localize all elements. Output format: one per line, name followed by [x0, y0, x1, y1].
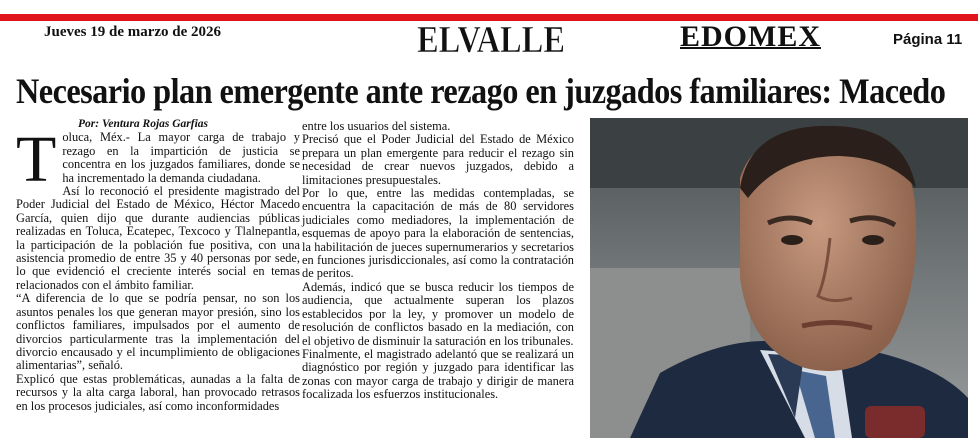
paragraph: Por lo que, entre las medidas contempladas, se encuentra la capacitación de más de 80 servidores judiciales como mediadores, la implementación de esquemas de apoyo para la elaboración de sentencias, la habilitación de jueces supernumerarios y secretarios en funciones jurisdiccionales, así como la contratación de peritos.	[302, 186, 574, 281]
page-number: Página 11	[893, 31, 963, 48]
article-column-2	[302, 120, 574, 402]
byline: Por: Ventura Rojas Garfias	[78, 118, 209, 130]
paragraph: Finalmente, el magistrado adelantó que se realizará un diagnóstico por región y juzgado para identificar las zonas con mayor carga de trabajo y dirigir de manera focalizada los esfuerzos institucionales.	[302, 346, 574, 402]
drop-cap: T	[16, 123, 57, 197]
paragraph: Así lo reconoció el presidente magistrado del Poder Judicial del Estado de México, Héctor Macedo García, quien dijo que durante audiencias públicas realizadas en Toluca, Ecatepec, Texcoco y Tlalnepantla, la participación de la población fue positiva, con una asistencia promedio de entre 35 y 40 personas por sede, lo que evidenció el creciente interés social en temas relacionados con el ámbito familiar.	[16, 184, 300, 292]
article-headline: Necesario plan emergente ante rezago en juzgados familiares: Macedo	[16, 71, 946, 111]
section-title: EDOMEX	[680, 20, 821, 53]
microphone	[865, 406, 925, 438]
logo-text: ELVALLE	[417, 19, 565, 61]
paragraph: entre los usuarios del sistema.	[302, 119, 451, 133]
issue-date: Jueves 19 de marzo de 2026	[44, 24, 222, 40]
paragraph: Explicó que estas problemáticas, aunadas a la falta de recursos y la alta carga laboral, han provocado retrasos en los procesos judiciales, así como inconformidades	[16, 371, 300, 413]
portrait-photo	[590, 118, 968, 438]
paragraph: “A diferencia de lo que se podría pensar, no son los asuntos penales los que generan mayor presión, sino los conflictos familiares, impulsados por el aumento de divorcios particularmente tras la implementación del divorcio encausado y el incumplimiento de obligaciones alimentarias”, señaló.	[16, 291, 300, 373]
paragraph: Precisó que el Poder Judicial del Estado de México prepara un plan emergente para reducir el rezago sin necesidad de crear nuevos juzgados, debido a limitaciones presupuestales.	[302, 132, 574, 187]
paragraph: oluca, Méx.- La mayor carga de trabajo y rezago en la impartición de justicia se concentra en los juzgados familiares, donde se ha incrementado la demanda ciudadana.	[62, 130, 300, 185]
newspaper-logo	[416, 18, 566, 61]
paragraph: Además, indicó que se busca reducir los tiempos de audiencia, que actualmente superan los plazos establecidos por la ley, y promover un modelo de resolución de conflictos basado en la mediación, con el objetivo de disminuir la saturación en los tribunales.	[302, 279, 574, 348]
article-column-1	[16, 118, 300, 413]
